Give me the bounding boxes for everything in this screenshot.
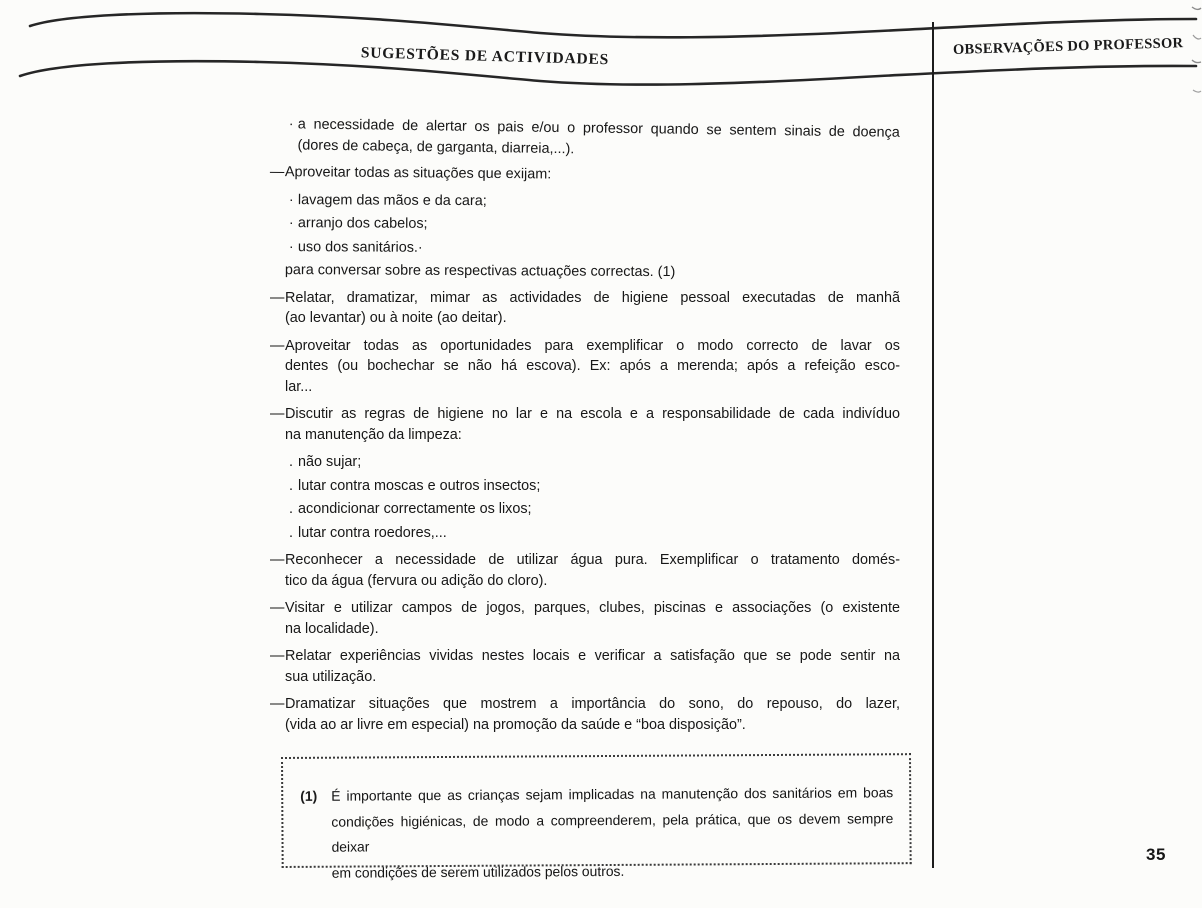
dash-marker: — bbox=[270, 552, 285, 568]
list-item-text bbox=[285, 550, 900, 591]
header-right-title: OBSERVAÇÕES DO PROFESSOR bbox=[952, 35, 1184, 58]
text-line: lutar contra roedores,... bbox=[298, 524, 447, 541]
bullet-marker: · bbox=[288, 191, 294, 208]
dash-marker: — bbox=[269, 163, 285, 181]
header-left-title: SUGESTÕES DE ACTIVIDADES bbox=[360, 44, 610, 69]
text-line: Aproveitar todas as situações que exijam: bbox=[284, 164, 552, 183]
text-line: na manutenção da limpeza: bbox=[285, 426, 462, 443]
list-item bbox=[270, 288, 900, 329]
bullet-marker: . bbox=[289, 524, 293, 541]
bullet-marker: · bbox=[288, 116, 294, 133]
bullet-marker: . bbox=[289, 454, 293, 470]
text-line: Relatar, dramatizar, mimar as actividades de higiene pessoal executadas de manhã bbox=[285, 289, 900, 306]
list-item bbox=[270, 162, 900, 188]
list-item-text bbox=[285, 598, 900, 639]
dash-marker: — bbox=[270, 648, 285, 664]
top-rule-line bbox=[30, 13, 1196, 37]
activities-list bbox=[270, 114, 900, 742]
list-item-text bbox=[285, 260, 900, 284]
text-line: acondicionar correctamente os lixos; bbox=[298, 501, 532, 517]
list-item bbox=[270, 452, 900, 473]
list-item bbox=[270, 336, 900, 398]
list-item bbox=[270, 646, 900, 687]
list-item bbox=[270, 598, 900, 639]
dash-marker: — bbox=[270, 600, 285, 616]
text-line: Visitar e utilizar campos de jogos, parques, clubes, piscinas e associações (o existente bbox=[285, 600, 900, 616]
text-line: em condições de serem utilizados pelos outros. bbox=[331, 862, 625, 881]
text-line: sua utilização. bbox=[285, 668, 377, 685]
list-item bbox=[270, 550, 900, 591]
footnote-label: (1) bbox=[300, 787, 318, 804]
text-line: (ao levantar) ou à noite (ao deitar). bbox=[285, 310, 507, 326]
dash-marker: — bbox=[270, 406, 285, 422]
list-item-text bbox=[298, 237, 900, 261]
list-item-text bbox=[285, 646, 900, 687]
footnote-row bbox=[283, 755, 910, 886]
scan-edge-mark bbox=[1193, 90, 1201, 92]
dash-marker: — bbox=[270, 337, 285, 354]
list-item-text bbox=[298, 476, 900, 497]
text-line: na localidade). bbox=[285, 620, 379, 637]
scan-edge-mark bbox=[1192, 7, 1201, 9]
dash-marker: — bbox=[270, 696, 285, 712]
text-line: uso dos sanitários.· bbox=[297, 238, 423, 256]
scan-edge-mark bbox=[1192, 60, 1201, 63]
list-item-text bbox=[298, 523, 900, 544]
text-line: a necessidade de alertar os pais e/ou o professor quando se sentem sinais de doença bbox=[297, 116, 900, 141]
bullet-marker: . bbox=[289, 501, 293, 517]
list-item bbox=[270, 190, 900, 214]
scan-edge-mark bbox=[1193, 35, 1201, 39]
list-item bbox=[270, 694, 900, 735]
list-item bbox=[269, 114, 900, 164]
text-line: Aproveitar todas as oportunidades para exemplificar o modo correcto de lavar os bbox=[285, 337, 900, 354]
list-item-text bbox=[285, 404, 900, 445]
footnote-text bbox=[331, 780, 894, 885]
dash-marker: — bbox=[270, 289, 285, 306]
list-item-text bbox=[285, 336, 900, 398]
text-line: arranjo dos cabelos; bbox=[297, 215, 428, 232]
text-line: Discutir as regras de higiene no lar e na escola e a responsabilidade de cada indivíduo bbox=[285, 406, 900, 422]
list-item bbox=[270, 499, 900, 520]
list-item bbox=[270, 404, 900, 445]
list-item-text bbox=[285, 288, 900, 329]
bullet-marker: . bbox=[289, 477, 293, 494]
list-item-text bbox=[298, 499, 900, 520]
text-line: É importante que as crianças sejam implicadas na manutenção dos sanitários em boas bbox=[331, 784, 894, 804]
list-item-text bbox=[298, 190, 900, 214]
text-line: (vida ao ar livre em especial) na promoção da saúde e “boa disposição”. bbox=[285, 716, 746, 733]
list-item-text bbox=[298, 213, 900, 237]
list-item-text bbox=[285, 162, 900, 188]
page-number: 35 bbox=[1146, 845, 1166, 864]
list-item-text bbox=[298, 452, 900, 473]
list-item bbox=[270, 260, 900, 284]
bullet-marker: · bbox=[288, 215, 294, 232]
list-item bbox=[270, 476, 900, 497]
footnote-box bbox=[281, 753, 912, 881]
text-line: lavagem das mãos e da cara; bbox=[297, 191, 487, 209]
text-line: condições higiénicas, de modo a compreenderem, pela prática, que os devem sempre deixar bbox=[331, 809, 894, 855]
list-item-text bbox=[285, 694, 900, 735]
text-line: lar... bbox=[285, 378, 313, 395]
text-line: tico da água (fervura ou adição do cloro). bbox=[285, 572, 548, 589]
list-item bbox=[270, 237, 900, 261]
column-divider bbox=[932, 22, 934, 868]
text-line: Relatar experiências vividas nestes locais e verificar a satisfação que se pode sentir na bbox=[285, 648, 900, 664]
text-line: (dores de cabeça, de garganta, diarreia,...). bbox=[297, 136, 575, 157]
text-line: Reconhecer a necessidade de utilizar água pura. Exemplificar o tratamento domés- bbox=[285, 552, 900, 568]
text-line: não sujar; bbox=[298, 454, 362, 470]
text-line: para conversar sobre as respectivas actuações correctas. (1) bbox=[284, 262, 676, 281]
list-item-text bbox=[297, 114, 900, 163]
list-item bbox=[270, 213, 900, 237]
text-line: Dramatizar situações que mostrem a importância do sono, do repouso, do lazer, bbox=[285, 696, 900, 712]
text-line: dentes (ou bochechar se não há escova). Ex: após a merenda; após a refeição esco- bbox=[285, 358, 900, 374]
bullet-marker: · bbox=[288, 238, 294, 255]
text-line: lutar contra moscas e outros insectos; bbox=[298, 477, 541, 494]
list-item bbox=[270, 523, 900, 544]
